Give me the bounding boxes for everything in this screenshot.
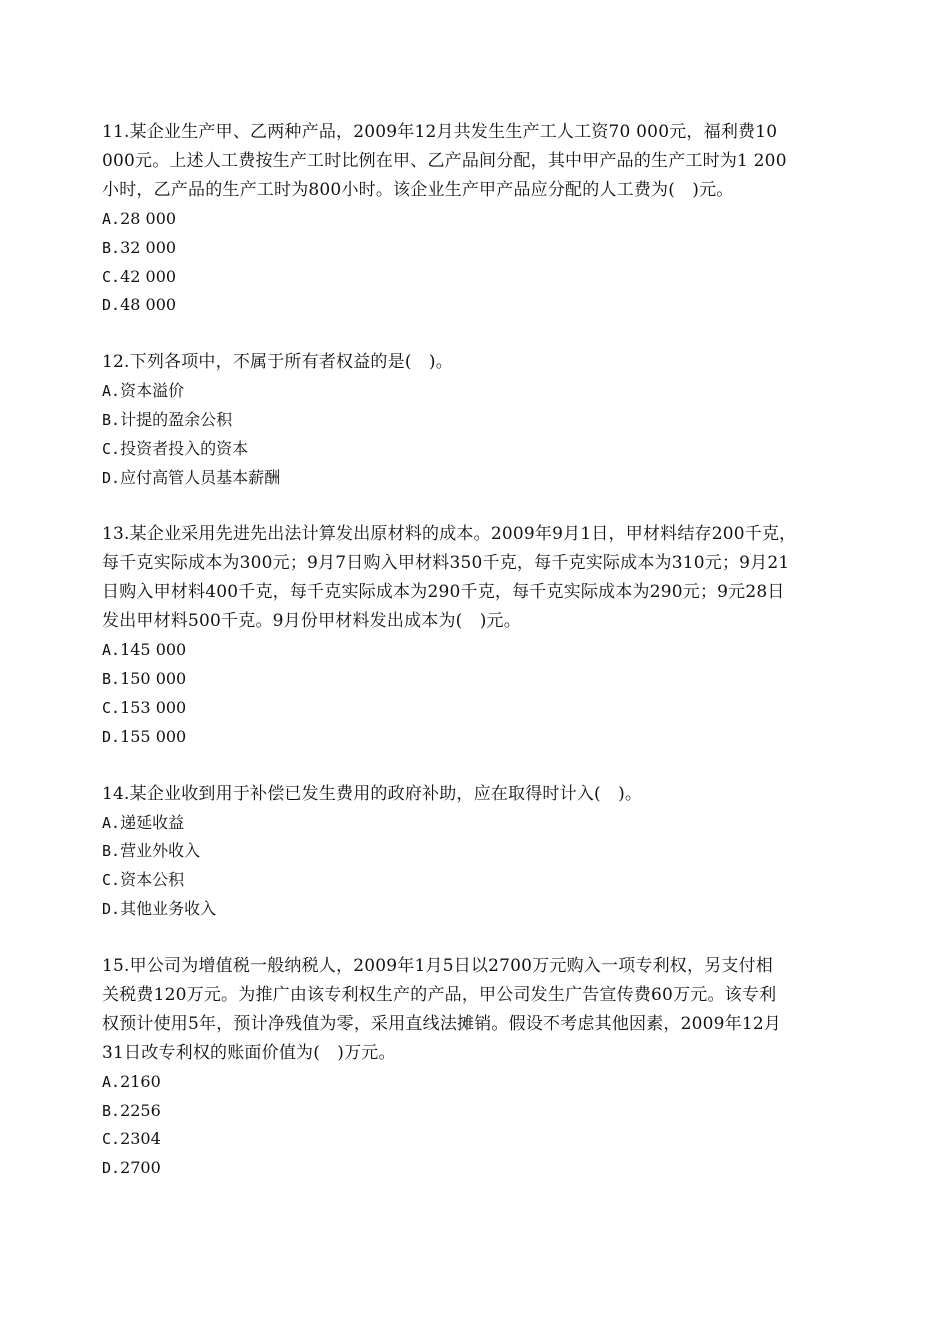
option-letter: D. bbox=[102, 296, 121, 315]
question-stem bbox=[102, 952, 862, 1068]
option-text: 递延收益 bbox=[120, 812, 185, 832]
option-letter: B. bbox=[102, 410, 121, 429]
stem-line: 日购入甲材料400千克，每千克实际成本为290千克，每千克实际成本为290元；9元28日 bbox=[102, 582, 785, 603]
question-14 bbox=[102, 780, 862, 924]
option-text: 2256 bbox=[120, 1100, 161, 1120]
option-text: 应付高管人员基本薪酬 bbox=[120, 467, 281, 487]
stem-line: 12.下列各项中，不属于所有者权益的是( )。 bbox=[102, 352, 453, 373]
option-text: 计提的盈余公积 bbox=[120, 409, 233, 429]
option-letter: A. bbox=[102, 1072, 121, 1091]
option-letter: A. bbox=[102, 641, 121, 660]
option-letter: C. bbox=[102, 267, 121, 286]
option-c bbox=[102, 694, 862, 723]
option-a bbox=[102, 636, 862, 665]
option-b bbox=[102, 665, 862, 694]
question-13 bbox=[102, 520, 862, 751]
option-text: 28 000 bbox=[120, 209, 177, 228]
option-a bbox=[102, 809, 862, 838]
option-c bbox=[102, 1125, 862, 1154]
stem-line: 小时，乙产品的生产工时为800小时。该企业生产甲产品应分配的人工费为( )元。 bbox=[102, 180, 734, 200]
stem-line: 000元。上述人工费按生产工时比例在甲、乙产品间分配，其中甲产品的生产工时为1 200 bbox=[102, 151, 787, 171]
option-text: 42 000 bbox=[120, 266, 177, 286]
option-a bbox=[102, 205, 862, 234]
option-text: 145 000 bbox=[120, 640, 187, 660]
option-letter: A. bbox=[102, 210, 121, 228]
option-letter: A. bbox=[102, 813, 121, 832]
option-b bbox=[102, 1097, 862, 1126]
option-letter: A. bbox=[102, 382, 121, 401]
stem-line: 每千克实际成本为300元；9月7日购入甲材料350千克，每千克实际成本为310元；9月21 bbox=[102, 553, 790, 574]
option-letter: B. bbox=[102, 1101, 121, 1120]
stem-line: 11.某企业生产甲、乙两种产品，2009年12月共发生生产工人工资70 000元，福利费10 bbox=[102, 122, 778, 142]
option-text: 48 000 bbox=[120, 295, 177, 315]
stem-line: 15.甲公司为增值税一般纳税人，2009年1月5日以2700万元购入一项专利权，另支付相 bbox=[102, 955, 773, 976]
option-letter: D. bbox=[102, 468, 121, 487]
question-stem bbox=[102, 348, 862, 377]
option-text: 2304 bbox=[120, 1129, 161, 1149]
option-d bbox=[102, 723, 862, 752]
option-letter: B. bbox=[102, 670, 121, 689]
stem-line: 31日改专利权的账面价值为( )万元。 bbox=[102, 1042, 396, 1063]
option-text: 150 000 bbox=[120, 669, 187, 689]
option-letter: D. bbox=[102, 727, 121, 746]
option-a bbox=[102, 377, 862, 406]
option-d bbox=[102, 895, 862, 924]
question-stem bbox=[102, 118, 862, 205]
option-letter: C. bbox=[102, 698, 121, 717]
question-stem bbox=[102, 520, 862, 636]
question-11 bbox=[102, 118, 862, 320]
option-text: 2160 bbox=[120, 1071, 161, 1091]
option-text: 资本公积 bbox=[120, 870, 185, 890]
option-b bbox=[102, 234, 862, 263]
option-d bbox=[102, 1154, 862, 1183]
option-d bbox=[102, 291, 862, 320]
option-d bbox=[102, 464, 862, 493]
question-15 bbox=[102, 952, 862, 1183]
option-c bbox=[102, 866, 862, 895]
option-letter: C. bbox=[102, 439, 121, 458]
question-stem bbox=[102, 780, 862, 809]
option-letter: D. bbox=[102, 899, 121, 918]
option-letter: B. bbox=[102, 842, 121, 861]
option-text: 153 000 bbox=[120, 697, 187, 717]
question-page bbox=[102, 118, 862, 1211]
option-letter: D. bbox=[102, 1159, 121, 1178]
option-b bbox=[102, 837, 862, 866]
stem-line: 权预计使用5年，预计净残值为零，采用直线法摊销。假设不考虑其他因素，2009年12月 bbox=[102, 1013, 782, 1034]
option-text: 155 000 bbox=[120, 726, 187, 746]
option-letter: B. bbox=[102, 238, 121, 257]
option-text: 32 000 bbox=[120, 237, 177, 257]
stem-line: 13.某企业采用先进先出法计算发出原材料的成本。2009年9月1日，甲材料结存200千克， bbox=[102, 524, 797, 545]
stem-line: 14.某企业收到用于补偿已发生费用的政府补助，应在取得时计入( )。 bbox=[102, 783, 643, 804]
option-b bbox=[102, 406, 862, 435]
option-text: 2700 bbox=[120, 1158, 161, 1178]
option-text: 资本溢价 bbox=[120, 381, 185, 401]
stem-line: 关税费120万元。为推广由该专利权生产的产品，甲公司发生广告宣传费60万元。该专利 bbox=[102, 984, 777, 1005]
option-letter: C. bbox=[102, 1130, 121, 1149]
option-text: 营业外收入 bbox=[120, 841, 201, 861]
option-c bbox=[102, 263, 862, 292]
option-text: 投资者投入的资本 bbox=[120, 438, 249, 458]
option-text: 其他业务收入 bbox=[120, 898, 217, 918]
option-letter: C. bbox=[102, 871, 121, 890]
option-a bbox=[102, 1068, 862, 1097]
stem-line: 发出甲材料500千克。9月份甲材料发出成本为( )元。 bbox=[102, 611, 521, 632]
question-12 bbox=[102, 348, 862, 492]
option-c bbox=[102, 435, 862, 464]
